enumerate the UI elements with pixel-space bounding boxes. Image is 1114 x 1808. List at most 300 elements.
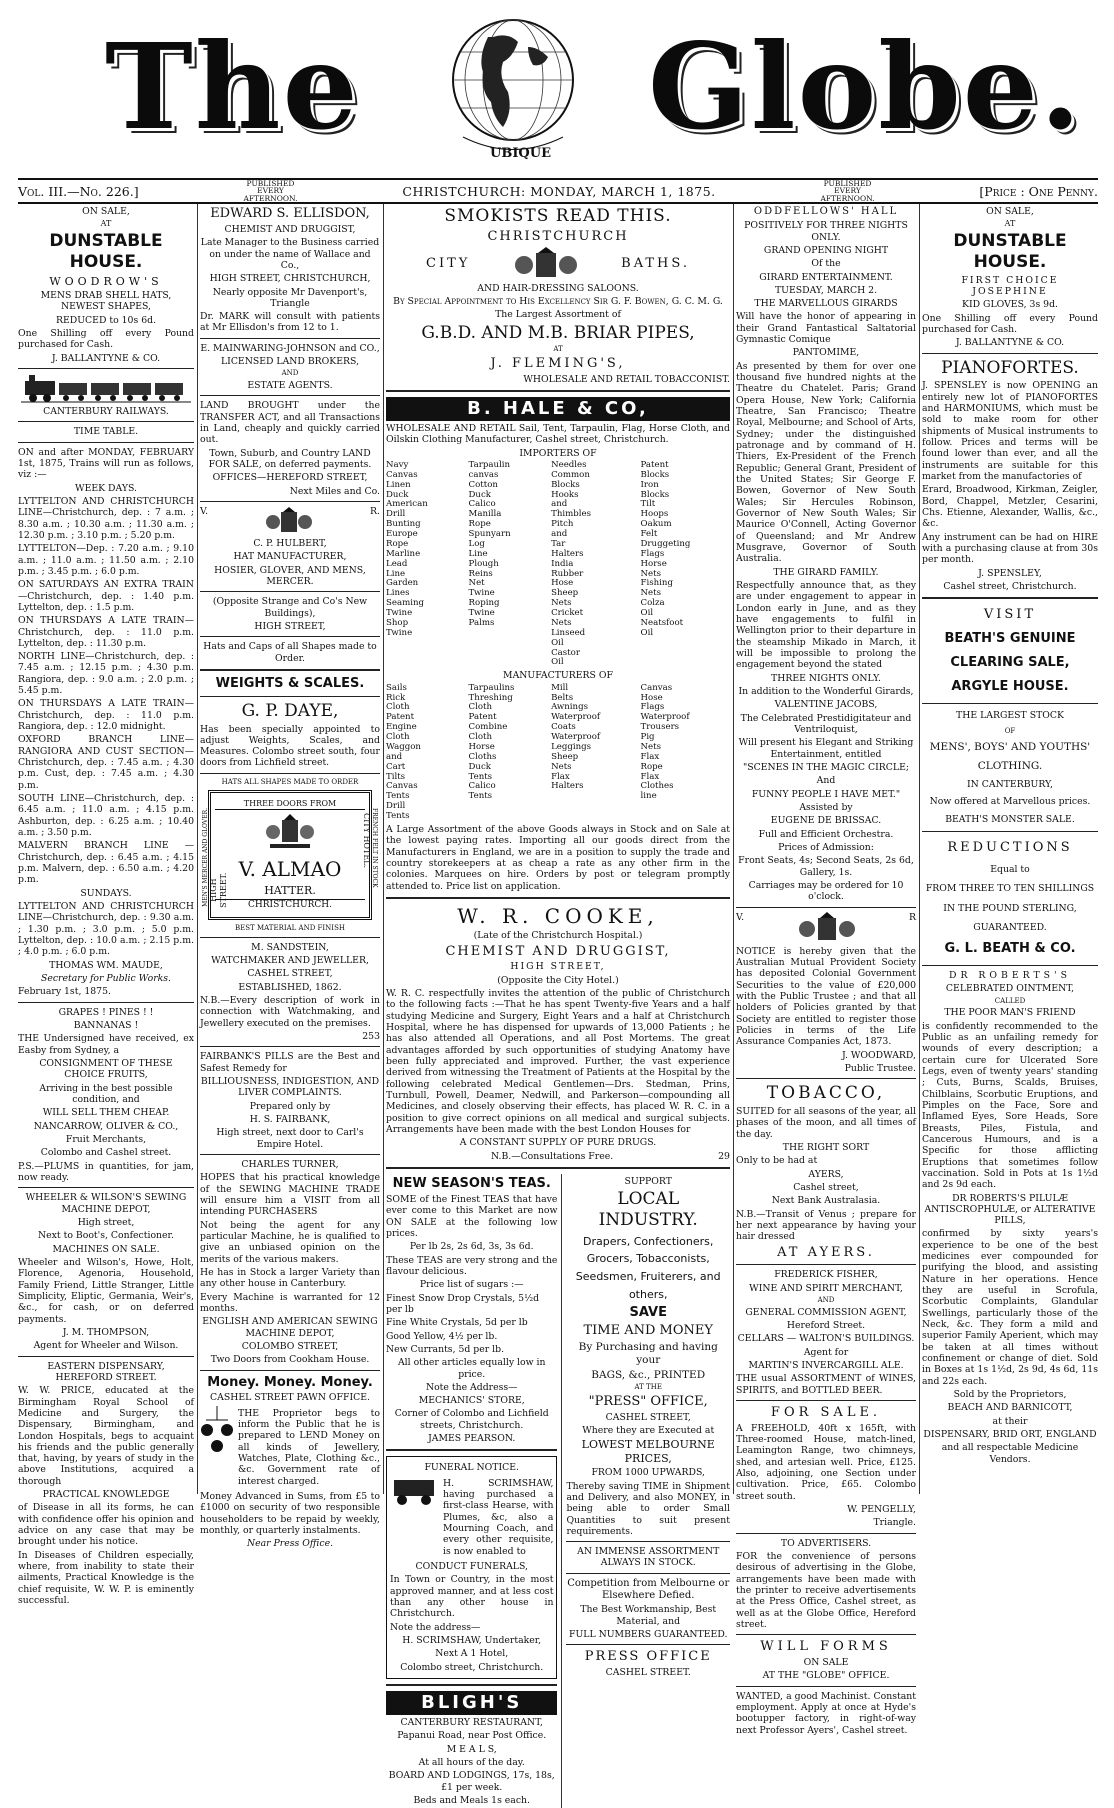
goods-item: Palms — [468, 617, 495, 628]
column-rule — [197, 204, 198, 1494]
ad-sandstein — [200, 942, 380, 1043]
ad-and: AND — [817, 1296, 835, 1305]
ad-subhead: THE RIGHT SORT — [782, 1141, 870, 1153]
ad-subhead: DR ROBERTS'S PILULÆ ANTISCROPHULÆ, or ALTERATIVE PILLS, — [924, 1192, 1096, 1227]
ad-body: FROM 1000 UPWARDS, — [591, 1467, 705, 1479]
ad-store: MECHANICS' STORE, — [418, 1395, 525, 1407]
ad-railways — [18, 406, 194, 998]
ad-headline: BANNANAS ! — [73, 1020, 139, 1031]
ad-body: A Large Assortment of the above Goods always in Stock and on Sale at the lowest paying rates. Importing all our goods direct from the Manufacturers in England, we are in a position to supply the trade and country storekeepers at as cheap a rate as any other firm in the colonies. Marquees on hire. Orders by post or telegram promptly attended to. Price list on application. — [386, 823, 730, 892]
royal-arms-icon — [259, 506, 319, 536]
ad-body: Prices of Admission: — [778, 841, 874, 853]
goods-item: Patent Combine Cloth — [468, 712, 508, 743]
ad-body: Money Advanced in Sums, from £5 to £1000 on security of two responsible householders to be repaid by weekly, monthly, or quarterly instalments. — [200, 1491, 380, 1537]
column-1 — [18, 204, 194, 1607]
goods-item: Navy Canvas — [386, 459, 418, 480]
ad-address: High street, — [77, 1216, 135, 1228]
goods-item: Waggon and Cart Tilts — [386, 741, 421, 782]
goods-item: Calico — [468, 499, 496, 510]
goods-item: Roping Twine — [468, 598, 500, 619]
ad-onsale: ON SALE, — [82, 206, 130, 217]
ad-prep: Prepared only by — [249, 1100, 331, 1112]
ad-headline: "PRESS" OFFICE, — [588, 1393, 708, 1409]
ad-meals: M E A L S, — [446, 1743, 497, 1755]
ad-body: Not being the agent for any particular Machine, he is qualified to give an unbiased opinion on the merits of the various makers. — [200, 1219, 380, 1265]
royal-v: V. — [200, 505, 209, 517]
ad-subhead: AN IMMENSE ASSORTMENT ALWAYS IN STOCK. — [577, 1546, 720, 1569]
ad-body: Any instrument can be had on HIRE with a purchasing clause at from 30s per month. — [922, 531, 1098, 566]
ad-public-trustee — [736, 912, 916, 1075]
ad-subhead: CASHEL STREET PAWN OFFICE. — [210, 1392, 370, 1404]
ad-body: Arriving in the best possible condition, and — [39, 1082, 173, 1105]
ad-body: Thereby saving TIME in Shipment and Delivery, and also MONEY, in being able to order Small Quantities to suit present requirements. — [566, 1480, 730, 1537]
ad-subhead: IMPORTERS OF — [519, 447, 597, 459]
ad-late: (Late of the Christchurch Hospital.) — [473, 930, 643, 942]
train-illustration — [21, 373, 191, 403]
ad-body: MENS DRAB SHELL HATS, NEWEST SHAPES, — [40, 289, 172, 313]
ad-subhead: BEATH'S MONSTER SALE. — [945, 813, 1075, 825]
ad-body: THE usual ASSORTMENT of WINES, SPIRITS, and BOTTLED BEER. — [736, 1373, 916, 1396]
goods-item: Bunting — [386, 519, 421, 530]
ad-headline: WATCHMAKER AND JEWELLER, — [211, 955, 369, 967]
ad-at: AT — [553, 345, 563, 354]
ad-body: Late Manager to the Business carried on under the name of Wallace and Co., — [200, 237, 380, 271]
ad-frame-outer-right: FRENCH FELT IN STOCK — [371, 807, 378, 888]
ad-of: OF — [1004, 726, 1016, 735]
ad-body: Equal to — [990, 863, 1030, 875]
goods-item: Manilla Rope — [468, 509, 502, 530]
ad-address: OFFICES—HEREFORD STREET, — [212, 472, 368, 484]
ad-funeral — [386, 1456, 557, 1679]
ad-subhead: Price list of sugars :— — [419, 1279, 524, 1291]
ad-note: Hats and Caps of all Shapes made to Order. — [203, 641, 377, 664]
ad-subhead: CONSIGNMENT OF THESE CHOICE FRUITS, — [39, 1057, 173, 1081]
ad-headline: LOCAL INDUSTRY. — [598, 1189, 698, 1231]
ad-price: Per lb 2s, 2s 6d, 3s, 3s 6d. — [409, 1241, 534, 1253]
ad-mainwaring — [200, 343, 380, 497]
ad-body: Only to be had at — [736, 1155, 818, 1167]
ad-signature: NANCARROW, OLIVER & CO., — [33, 1120, 179, 1132]
ad-body: and all respectable Medicine Vendors. — [941, 1442, 1079, 1465]
ad-body: The Best Workmanship, Best Material, and — [580, 1604, 717, 1627]
ad-headline: EASTERN DISPENSARY, HEREFORD STREET. — [47, 1360, 165, 1383]
ad-body: ON SALE — [803, 1657, 849, 1669]
ad-subhead: WEEK DAYS. — [75, 482, 137, 494]
ad-body: W. W. PRICE, educated at the Birmingham Royal School of Medicine and Surgery, the Dispensary, Birmingham, and London Hospitals, begs to acquaint his friends and the public generally that, having, by years of study in the above Institutions, acquired a thorough — [18, 1385, 194, 1487]
ad-body: IN CANTERBURY, — [967, 779, 1053, 791]
timetable-line: MALVERN BRANCH LINE — Christchurch, dep. : 6.45 a.m. ; 4.15 p.m. Malvern, dep. : 6.50 a.m. ; 4.20 p.m. — [18, 840, 194, 886]
manufactures-list — [386, 684, 730, 822]
goods-item: Lead Line — [386, 558, 408, 579]
ad-subhead: IN THE POUND STERLING, — [943, 902, 1077, 914]
ad-address: HIGH STREET, — [254, 620, 326, 632]
masthead-title-right: Globe. — [648, 17, 1083, 156]
ad-signature: J. BALLANTYNE & CO. — [51, 352, 161, 364]
ad-body: Carriages may be ordered for 10 o'clock. — [748, 879, 904, 903]
ad-dunstable-hats — [18, 206, 194, 364]
ad-body: BAGS, &c., PRINTED — [591, 1368, 706, 1381]
ad-for-sale — [736, 1405, 916, 1529]
ad-body: By Special Appointment to His Excellency Sir G. F. Bowen, G. C. M. G. — [393, 295, 723, 307]
ad-headline: TOBACCO, — [766, 1083, 886, 1104]
ad-name: CHARLES TURNER, — [241, 1158, 339, 1170]
ad-address: HIGH STREET, CHRISTCHURCH, — [209, 273, 371, 285]
goods-item: Flax Clothes line — [640, 771, 674, 802]
goods-item: Pitch and Tar — [551, 519, 574, 549]
ad-body: AT THE "GLOBE" OFFICE. — [762, 1670, 890, 1682]
ad-headline: FOR SALE. — [770, 1404, 882, 1420]
ad-will-forms — [736, 1639, 916, 1682]
ad-wheeler-wilson — [18, 1192, 194, 1351]
royal-r: R. — [370, 505, 380, 517]
ad-subhead: GUARANTEED. — [973, 921, 1047, 933]
ad-headline: WEIGHTS & SCALES. — [215, 675, 365, 691]
ad-subhead: AND HAIR-DRESSING SALOONS. — [477, 282, 639, 294]
ad-headline: CANTERBURY RAILWAYS. — [43, 405, 169, 417]
column-rule — [383, 204, 384, 1494]
goods-item: Common Blocks — [551, 469, 590, 490]
ad-body: THE Proprietor begs to inform the Public that he is prepared to LEND Money on all kinds of Jewellery, Watches, Plate, Clothing &c., &c. Government rate of interest charged. — [238, 1407, 380, 1487]
ad-tobacco — [736, 1083, 916, 1260]
ad-of: Of the — [811, 258, 841, 270]
crest-icon — [260, 812, 320, 852]
goods-item: Hooks and Thimbles — [551, 489, 592, 520]
ad-subhead: POSITIVELY FOR THREE NIGHTS ONLY. — [744, 220, 908, 243]
price-item: New Currants, 5d per lb. — [386, 1343, 505, 1355]
goods-item: Tarpaulin canvas — [468, 459, 511, 480]
royal-v: V. — [736, 911, 745, 923]
ad-subhead: FIRST CHOICE JOSEPHINE — [961, 274, 1059, 297]
ad-postscript: P.S.—PLUMS in quantities, for jam, now ready. — [18, 1160, 194, 1183]
ad-trade: WHOLESALE AND RETAIL TOBACCONIST. — [523, 373, 730, 385]
ad-body: The Celebrated Prestidigitateur and Ventriloquist, — [740, 712, 912, 735]
goods-item: India Rubber Hose — [551, 558, 584, 589]
ad-subhead: CONDUCT FUNERALS, — [415, 1561, 528, 1573]
ad-note: Note the address— — [390, 1621, 481, 1633]
goods-item: Europe Rope — [386, 529, 418, 549]
ad-body: Every Machine is warranted for 12 months. — [200, 1291, 380, 1314]
ad-body: WHOLESALE AND RETAIL Sail, Tent, Tarpaulin, Flag, Horse Cloth, and Oilskin Clothing Manufacturer, Cashel street, Christchurch. — [386, 422, 730, 446]
timetable-line: ON THURSDAYS A LATE TRAIN—Christchurch, dep. : 11.0 p.m. Lyttelton, dep. : 11.30 p.m. — [18, 615, 194, 649]
column-4 — [736, 204, 916, 1736]
ad-headline: EDWARD S. ELLISDON, — [210, 206, 370, 221]
ad-address: Next Bank Australasia. — [771, 1195, 881, 1207]
ad-subhead: THE GIRARD FAMILY. — [773, 566, 879, 578]
ad-body: Beds and Meals 1s each. — [413, 1794, 530, 1806]
ad-fleming — [386, 206, 730, 385]
timetable-line: NORTH LINE—Christchurch, dep. : 7.45 a.m. ; 12.15 p.m. ; 4.30 p.m. Rangiora, dep. : 9.0 a.m. ; 2.0 p.m. ; 5.45 p.m. — [18, 651, 194, 697]
goods-item: Canvas Tents — [386, 781, 418, 802]
ad-address: CASHEL STREET, — [247, 968, 333, 980]
ad-address: Next to Boot's, Confectioner. — [38, 1230, 174, 1242]
ad-headline: ODDFELLOWS' HALL — [753, 206, 899, 217]
ad-signature: JAMES PEARSON. — [428, 1433, 516, 1445]
column-rule — [919, 204, 920, 1494]
ad-subhead: WOODROW'S — [49, 274, 163, 288]
ad-body: Wheeler and Wilson's, Howe, Holt, Florence, Agenoria, Household, Family Friend, Little Stranger, Little Simplicity, Eliptic, Germania, Weir's, &c., for cash, or on deferred payments. — [18, 1256, 194, 1325]
ad-subhead: FULL NUMBERS GUARANTEED. — [569, 1628, 728, 1640]
ad-body: Sold by the Proprietors, — [953, 1389, 1067, 1401]
goods-item: Canvas Hose — [640, 682, 673, 703]
ad-body: The Largest Assortment of — [495, 309, 621, 321]
column-2 — [200, 204, 380, 1550]
ad-note: One Shilling off every Pound purchased for Cash. — [18, 327, 194, 351]
ad-signature: W. PENGELLY, — [847, 1504, 916, 1516]
ad-city: CHRISTCHURCH. — [215, 899, 365, 911]
royal-arms-icon — [506, 247, 586, 281]
masthead — [0, 0, 1114, 178]
ad-frame-outer-left: MEN'S MERCER AND GLOVER. — [202, 807, 209, 907]
timetable-line: ON THURSDAYS A LATE TRAIN—Christchurch, dep. : 11.0 p.m. Rangiora, dep. : 12.0 midnight. — [18, 698, 194, 733]
ad-subhead: MENS', BOYS' AND YOUTHS' — [929, 741, 1091, 754]
timetable-line: SOUTH LINE—Christchurch, dep. : 6.45 a.m. ; 11.0 a.m. ; 4.15 p.m. Ashburton, dep. : 6.25 a.m. ; 10.40 a.m. ; 3.50 p.m. — [18, 793, 194, 839]
goods-item: Shop Twine — [386, 617, 413, 638]
goods-item: Drill Tents — [386, 801, 410, 822]
ad-subhead: MACHINES ON SALE. — [52, 1243, 160, 1255]
ad-body: confirmed by sixty years's experience to be one of the best medicines ever compounded for purifying the blood, and assisting Nature in her operations. Hence they are useful in Scrofula, Scorbutic Complaints, Glandular Swellings, particularly those of the Neck, &c. They form a mild and superior Family Aperient, which may be taken at all times without confinement or change of diet. Sold in Boxes at 1s 1½d, 2s 9d, 4s 6d, 11s and 22s each. — [922, 1228, 1098, 1387]
ad-body: THE Undersigned have received, ex Easby from Sydney, a — [18, 1033, 194, 1056]
ad-headline: FAIRBANK'S PILLS are the Best and Safest Remedy for — [200, 1051, 380, 1074]
ad-body: Where they are Executed at — [582, 1425, 715, 1437]
goods-item: Pig Nets — [640, 732, 662, 752]
ad-note: N.B.—Transit of Venus ; prepare for her next appearance by having your hair dressed — [736, 1208, 916, 1243]
ad-name: V. ALMAO — [238, 857, 342, 882]
ad-trade: CHEMIST AND DRUGGIST, — [224, 223, 356, 235]
ad-address: DISPENSARY, BRID ORT, ENGLAND — [923, 1429, 1097, 1441]
ad-price: REDUCED to 10s 6d. — [55, 314, 157, 326]
ad-frame-top: HATS ALL SHAPES MADE TO ORDER — [221, 777, 359, 786]
goods-item: Seaming Twine — [386, 598, 425, 619]
goods-item: Threshing Cloth — [468, 692, 513, 713]
ad-address: CASHEL STREET. — [605, 1667, 691, 1679]
ad-headline: BLIGH'S — [386, 1691, 557, 1715]
ad-signature: J. SPENSLEY, — [978, 567, 1042, 579]
ad-eastern-dispensary — [18, 1361, 194, 1607]
goods-item: Castor Oil — [551, 647, 580, 668]
ad-note: One Shilling off every Pound purchased for Cash. — [922, 312, 1098, 335]
goods-item: Plough Reins — [468, 558, 499, 579]
globe-motto: UBIQUE — [490, 146, 551, 161]
ad-subhead: THE POOR MAN'S FRIEND — [944, 1007, 1076, 1019]
ad-subhead: LOWEST MELBOURNE PRICES, — [581, 1438, 715, 1465]
goods-item: Waterproof Trousers — [640, 712, 690, 733]
ad-trade: GENERAL COMMISSION AGENT, — [745, 1306, 907, 1318]
ad-address: COLOMBO STREET, — [241, 1340, 339, 1352]
ad-name: J. FLEMING'S, — [490, 355, 626, 371]
ad-address: Nearly opposite Mr Davenport's, Triangle — [212, 286, 368, 309]
goods-item: Rick Cloth — [386, 692, 410, 713]
ad-trade: WINE AND SPIRIT MERCHANT, — [749, 1282, 903, 1294]
ad-signature: J. WOODWARD, — [841, 1049, 916, 1061]
ad-headline: G.B.D. AND M.B. BRIAR PIPES, — [421, 322, 695, 343]
ad-address: Colombo street, Christchurch. — [400, 1661, 544, 1673]
ad-headline: AT AYERS. — [777, 1244, 875, 1260]
globe-illustration — [438, 12, 588, 167]
masthead-title-left: The — [105, 17, 360, 156]
ad-pianofortes — [922, 358, 1098, 593]
ad-note: Note the Address— — [425, 1381, 518, 1393]
ad-signature-title: Secretary for Public Works. — [40, 973, 172, 985]
ad-body: Assisted by — [799, 801, 853, 813]
goods-item: Horse Nets — [640, 558, 667, 579]
ad-address: Next A 1 Hotel, — [435, 1648, 509, 1660]
ad-signature: THOMAS WM. MAUDE, — [49, 959, 163, 971]
ad-address: Cashel street, — [793, 1181, 859, 1193]
place-date: CHRISTCHURCH: MONDAY, MARCH 1, 1875. — [402, 183, 716, 199]
price-item: Good Yellow, 4½ per lb. — [386, 1330, 498, 1342]
goods-item: Flax Halters — [551, 771, 584, 792]
ad-subhead: FUNNY PEOPLE I HAVE MET." — [751, 788, 901, 800]
ad-name: AYERS, — [808, 1168, 844, 1180]
ad-hulbert — [200, 506, 380, 664]
published-note-left: PUBLISHED EVERY AFTERNOON. — [243, 178, 298, 203]
ad-body: H. SCRIMSHAW, having purchased a first-class Hearse, with Plumes, &c, also a Mourning Coach, and every other requisite, is now enabled to — [443, 1477, 554, 1557]
ad-signature-title: Agent for Wheeler and Wilson. — [33, 1340, 179, 1352]
ad-almao — [200, 778, 380, 933]
price-item: Fine White Crystals, 5d per lb — [386, 1317, 528, 1329]
ad-headline: BEATH'S GENUINE — [944, 631, 1076, 647]
ad-trade: Fruit Merchants, — [65, 1133, 147, 1145]
ad-headline: DUNSTABLE HOUSE. — [49, 231, 163, 272]
ad-frame-left: HIGH STREET. — [209, 872, 228, 908]
ad-headline: C. P. HULBERT, — [253, 537, 327, 549]
ad-subhead: THE LARGEST STOCK — [956, 709, 1064, 721]
ad-subhead: SUNDAYS. — [80, 887, 132, 899]
ad-headline: E. MAINWARING-JOHNSON and CO., — [200, 342, 380, 354]
price-item: Finest Snow Drop Crystals, 5½d per lb — [386, 1292, 540, 1315]
goods-item: Mill Belts — [551, 682, 574, 703]
ad-subhead: BILLIOUSNESS, INDIGESTION, AND LIVER COMPLAINTS. — [200, 1076, 380, 1099]
ad-beath — [922, 607, 1098, 957]
goods-item: Halters — [551, 548, 584, 559]
ad-subhead: FROM THREE TO TEN SHILLINGS — [925, 883, 1095, 895]
ad-headline: PIANOFORTES. — [941, 357, 1079, 378]
goods-item: Sails — [386, 682, 407, 693]
goods-item: Waterproof Coats — [551, 712, 601, 733]
column-5 — [922, 204, 1098, 1494]
ad-subhead: THE MARVELLOUS GIRARDS — [754, 298, 898, 310]
ad-headline: B. HALE & CO, — [386, 397, 730, 421]
ad-note: Dr. MARK will consult with patients at Mr Ellisdon's from 12 to 1. — [200, 311, 380, 334]
ad-body: Town, Suburb, and Country LAND FOR SALE, on deferred payments. — [208, 447, 372, 470]
ad-body: At all hours of the day. — [418, 1756, 525, 1768]
ad-headline: CLEARING SALE, — [950, 654, 1070, 670]
volume-number: Vol. III.—No. 226.] — [18, 183, 139, 199]
ad-address: (Opposite Strange and Co's New Buildings), — [212, 596, 368, 619]
ad-save: SAVE — [629, 1305, 667, 1321]
ad-body: By Purchasing and having your — [578, 1340, 718, 1366]
ad-headline: VISIT — [983, 607, 1037, 623]
ad-fruit — [18, 1007, 194, 1184]
ad-subhead: LICENSED LAND BROKERS, — [220, 356, 360, 368]
ad-headline: PRESS OFFICE — [584, 1649, 712, 1665]
ad-subhead: ESTATE AGENTS. — [247, 380, 333, 391]
ad-headline: REDUCTIONS — [947, 840, 1073, 856]
ad-wanted — [736, 1691, 916, 1736]
ad-body: And — [816, 775, 836, 787]
ad-body: FOR the convenience of persons desirous of advertising in the Globe, arrangements have been made with the printer to receive advertisements at the Press Office, Cashel street, as well as at the Globe Office, Hereford street. — [736, 1551, 916, 1630]
ad-subhead: CHRISTCHURCH — [487, 228, 629, 244]
ad-teas — [386, 1176, 557, 1444]
dateline — [18, 178, 1098, 204]
ad-roberts — [922, 970, 1098, 1465]
ad-body: NOTICE is hereby given that the Australian Mutual Provident Society has deposited Colonial Government Securities to the value of £20,000 with the Public Trustee ; and that all holders of Policies granted by that Society are entitled to register those Policies in terms of the Life Assurance Companies Act, 1873. — [736, 945, 916, 1048]
royal-r: R — [908, 911, 916, 923]
ad-body: HOSIER, GLOVER, AND MENS, MERCER. — [214, 564, 366, 587]
ad-at: AT THE — [634, 1383, 662, 1392]
ad-body: W. R. C. respectfully invites the attention of the public of Christchurch to the following facts :—That he has spent Twenty-five Years and a half studying Medicine and Surgery, Eight Years and a half at Christchurch Hospital, where he has dispensed for upwards of 13,000 Patients ; he has also attended all Operations, and all Post Mortems. The great advantages afforded by such opportunities of studying Anatomy have been fully appreciated and improved. Further, the vast experience derived from witnessing the Treatment of Patients at the Hospital by the following celebrated Medical Gentlemen—Drs. Stedman, Prins, Turnbull, Powell, Deamer, Nedwill, and Parkerson—compounding all Medicines, and closely observing their effects, has placed W. R. C. in a position to give correct opinions on all medical and surgical subjects. Arrangements have been made with the best London Houses for — [386, 988, 730, 1136]
ad-headline: WHEELER & WILSON'S SEWING MACHINE DEPOT, — [25, 1192, 187, 1215]
goods-item: Oakum — [640, 519, 672, 530]
ad-trade: HATTER. — [264, 883, 316, 897]
ad-signature-title: Public Trustee. — [844, 1062, 916, 1074]
ad-subhead: ENGLISH AND AMERICAN SEWING MACHINE DEPOT, — [202, 1316, 378, 1339]
ad-body: is confidently recommended to the Public as an unfailing remedy for wounds of every description; a certain cure for Ulcerated Sore Legs, even of twenty years' standing ; Cuts, Burns, Scalds, Bruises, Chilblains, Scorbutic Eruptions, and Pimples on the Face, Sore and Inflamed Eyes, Sore Heads, Sore Breasts, Piles, Fistula, and Cancerous Humours, and is a Specific for those afflicting Eruptions that sometimes follow vaccination. Sold in Pots at 1s 1½d and 2s 9d each. — [922, 1020, 1098, 1191]
ad-name: FREDERICK FISHER, — [774, 1269, 878, 1281]
ad-headline: W. R. COOKE, — [457, 903, 659, 928]
ad-body: of Disease in all its forms, he can with confidence offer his opinion and advice on any case that may be brought under his notice. — [18, 1502, 194, 1548]
ad-est: ESTABLISHED, 1862. — [238, 981, 342, 993]
ad-body: In Diseases of Children especially, where, from inability to state their ailments, Practical Knowledge is the chief requisite, W. W. P. is eminently successful. — [18, 1549, 194, 1607]
ad-subhead: WILL SELL THEM CHEAP. — [42, 1107, 170, 1119]
ad-subhead: GIRARD ENTERTAINMENT. — [759, 271, 893, 283]
ad-subhead: EUGENE DE BRISSAC. — [770, 815, 882, 827]
ad-subhead: PANTOMIME, — [792, 347, 860, 359]
ad-address: Cashel street, Christchurch. — [943, 580, 1077, 592]
goods-item: Marline — [386, 548, 421, 559]
timetable-line: OXFORD BRANCH LINE—RANGIORA AND CUST SECTION—Christchurch, dep. : 7.45 a.m. ; 4.30 p.m. Cust, dep. : 7.45 a.m. ; 4.30 p.m. — [18, 734, 194, 791]
goods-item: Colza Oil — [640, 598, 665, 619]
ad-trade: CHEMIST AND DRUGGIST, — [445, 943, 671, 959]
goods-item: Patent Engine Cloth — [386, 712, 417, 743]
ad-signature: H. SCRIMSHAW, Undertaker, — [402, 1635, 542, 1647]
goods-item: Felt Druggeting — [640, 529, 691, 549]
goods-item: Patent Blocks — [640, 459, 670, 480]
ad-subhead: VALENTINE JACOBS, — [774, 699, 878, 711]
ad-subhead: CLOTHING. — [977, 760, 1043, 773]
ad-headline: TO ADVERTISERS. — [780, 1537, 872, 1549]
ad-frame-bottom: BEST MATERIAL AND FINISH — [235, 924, 345, 933]
column-rule — [733, 204, 734, 1494]
ad-and: AND — [281, 369, 299, 378]
ad-note: N.B.—Consultations Free. — [490, 1150, 614, 1162]
ad-number: 253 — [362, 1031, 380, 1043]
ad-body: As presented by them for over one thousand five hundred nights at the Theatre du Chatelet. Paris; Grand Opera House, New York; California Theatre, San Francisco; Theatre Royal, Melbourne; and School of Arts, Sydney; under the distinguished patronage and by command of H. Thiers, Ex-President of the French Republic; General Grant, President of the United States; Sir George F. Bowen, Governor of New South Wales; Sir Hercules Robinson, Governor of New South Wales; Sir Maurice O'Connell, Acting Governor of Queensland; and Mr Andrew Musgrave, Governor of South Australia. — [736, 360, 916, 565]
ad-body: These TEAS are very strong and the flavour delicious. — [386, 1254, 558, 1277]
ad-cooke — [386, 904, 730, 1162]
ad-body: Has been specially appointed to adjust Weights, Scales, and Measures. Colombo street south, four doors from Lichfield street. — [200, 723, 380, 769]
goods-item: Cotton Duck — [468, 479, 498, 500]
ad-body: He has in Stock a larger Variety than any other house in Canterbury. — [200, 1266, 380, 1290]
goods-item: Flags — [640, 702, 665, 713]
ad-dunstable-gloves — [922, 206, 1098, 349]
ad-name: H. S. FAIRBANK, — [249, 1113, 331, 1125]
ad-trade: HAT MANUFACTURER, — [233, 551, 347, 563]
goods-item: Iron Blocks — [640, 479, 670, 500]
ad-note: N.B.—Every description of work in connection with Watchmaking, and Jewellery executed on the premises. — [200, 995, 380, 1029]
ad-address: Two Doors from Cookham House. — [210, 1354, 370, 1366]
timetable-line: LYTTELTON—Dep. : 7.20 a.m. ; 9.10 a.m. ; 11.0 a.m. ; 11.50 a.m. ; 2.10 p.m. ; 3.45 p.m. ; 6.0 p.m. — [18, 543, 194, 577]
ad-body: LAND BROUGHT under the TRANSFER ACT, and all Transactions in Land, cheaply and quickly carried out. — [200, 400, 380, 446]
goods-item: Waterproof Leggings — [551, 732, 601, 752]
goods-item: Linen Duck — [386, 479, 411, 500]
goods-item: Linseed Oil — [551, 627, 586, 648]
ad-headline: DR ROBERTS'S — [949, 970, 1071, 982]
pawn-balls-icon — [200, 1406, 234, 1456]
goods-item: Cricket Nets — [551, 608, 584, 628]
ad-body: In Town or Country, in the most approved manner, and at less cost than any other house in Christchurch. — [390, 1574, 554, 1620]
ad-note: All other articles equally low in price. — [397, 1357, 546, 1380]
